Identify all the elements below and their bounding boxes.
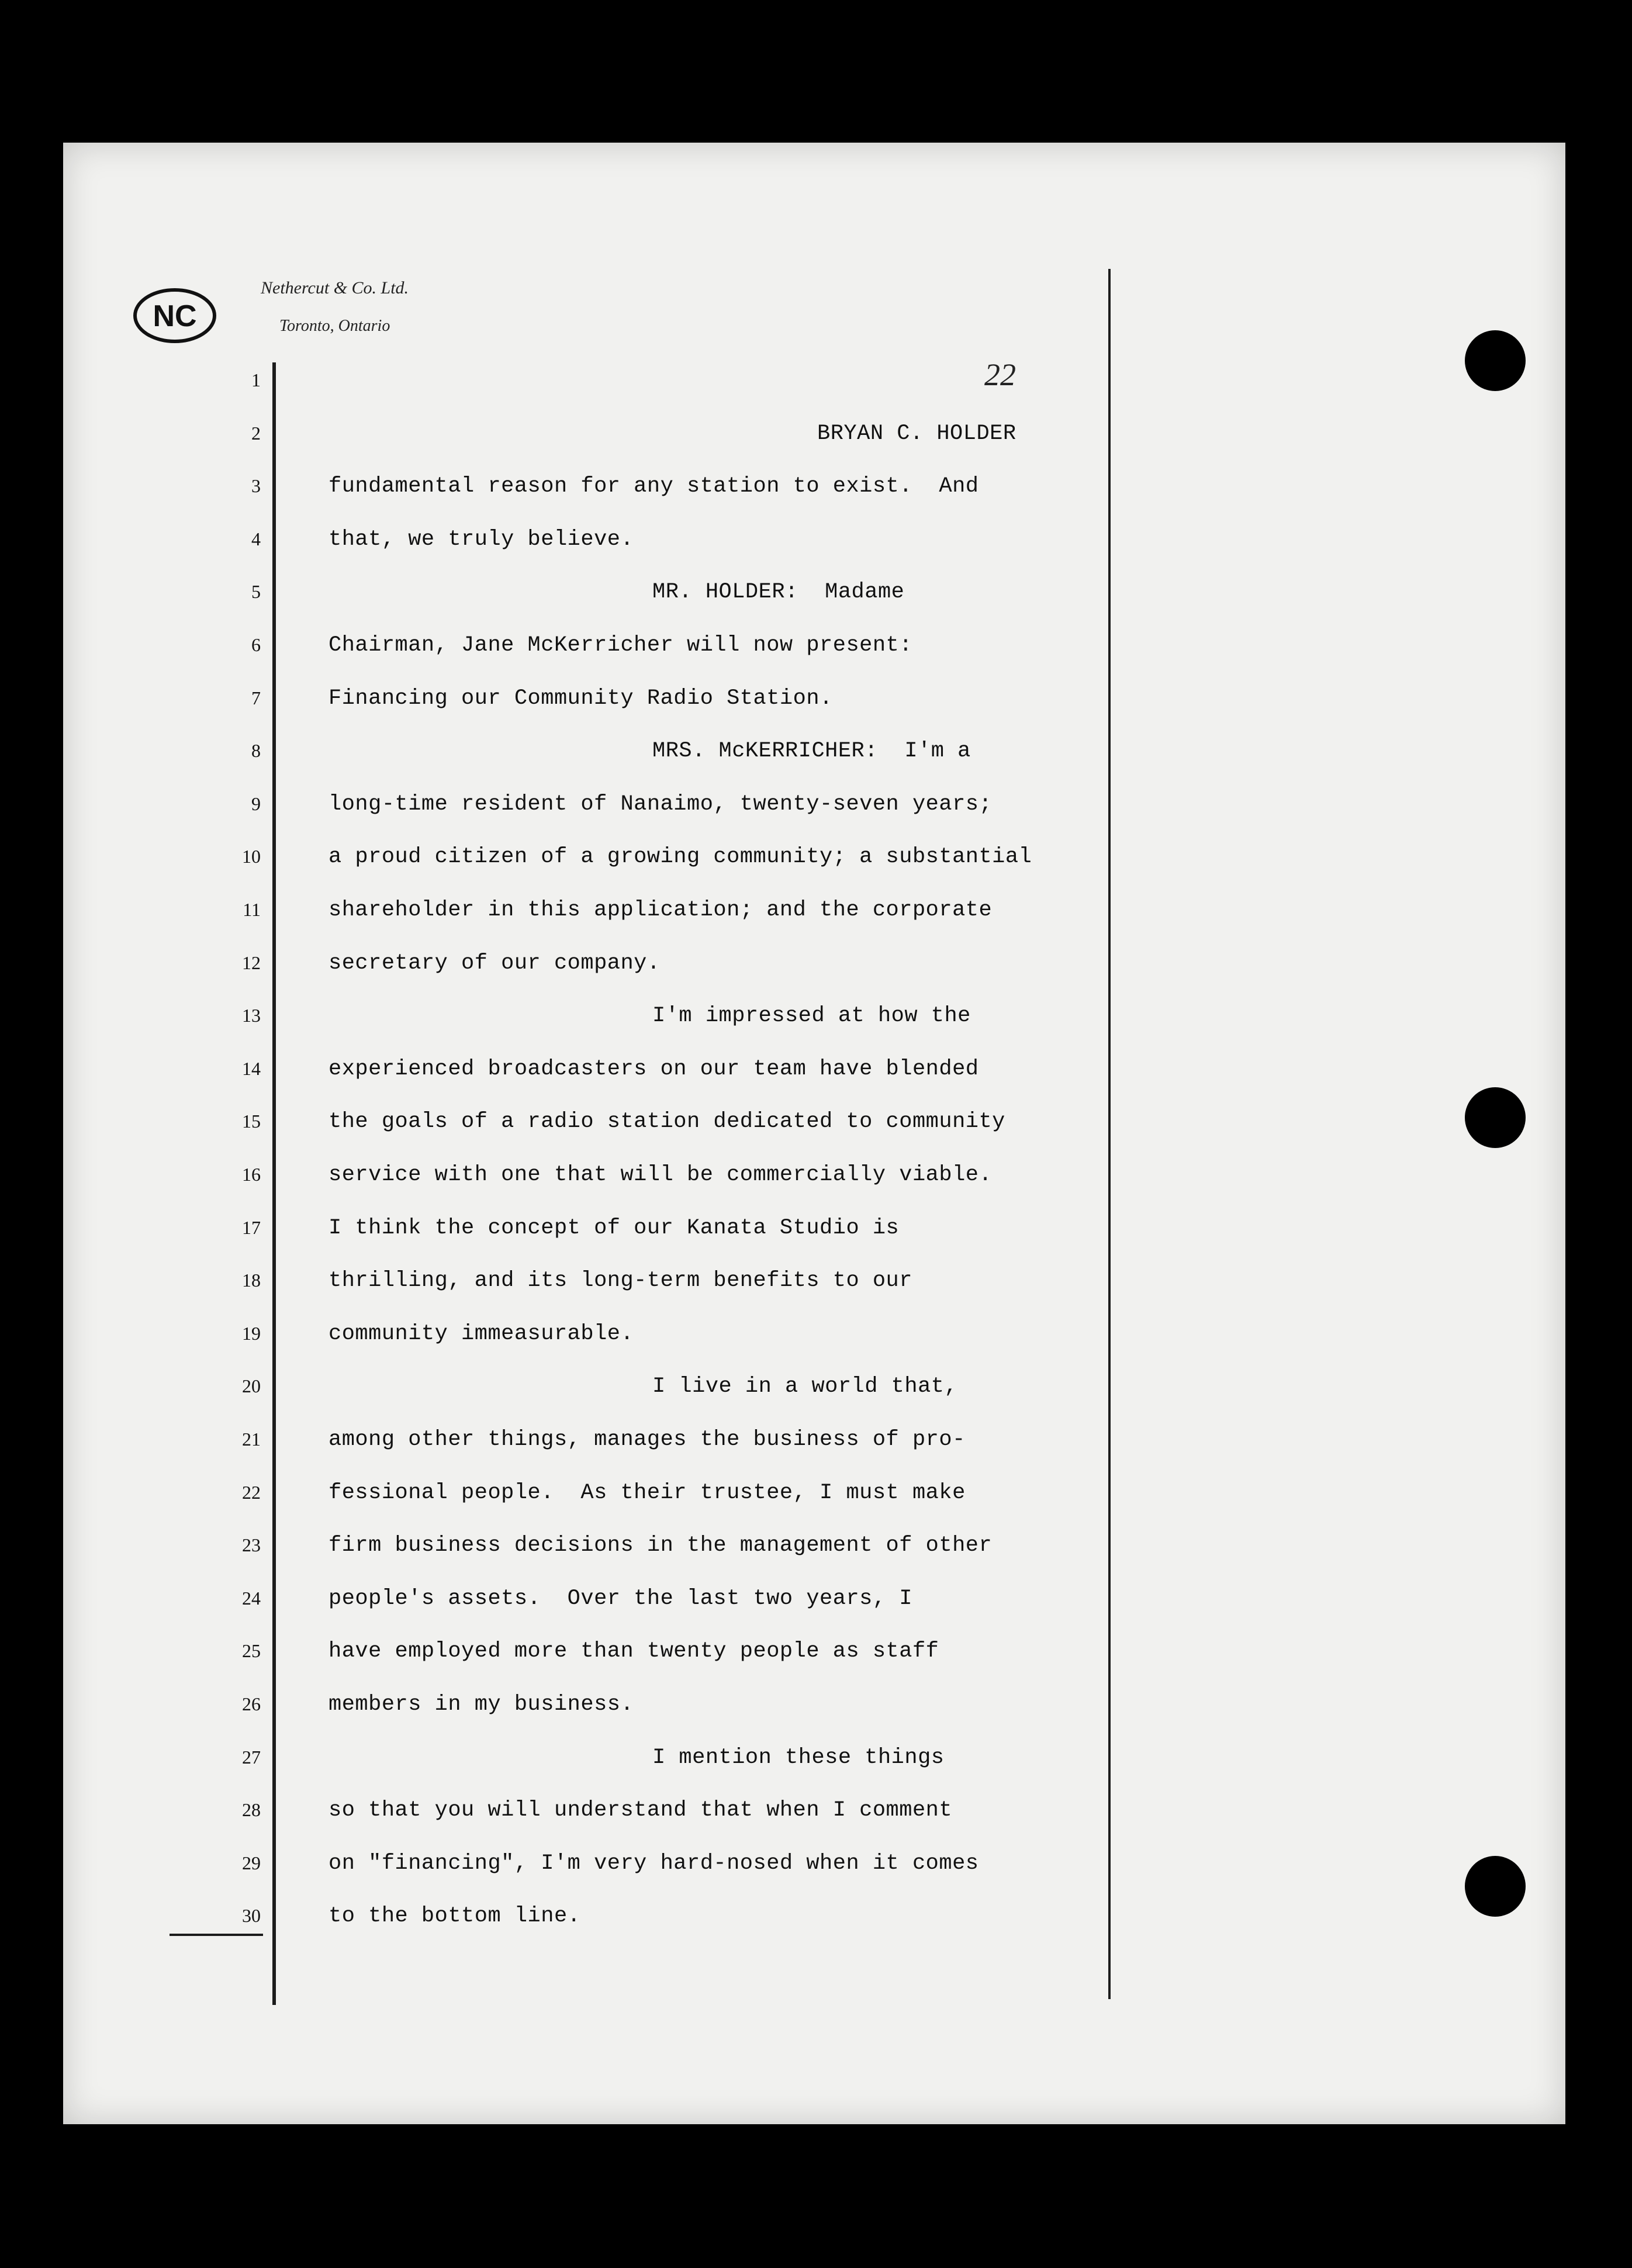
line-number: 11 <box>243 899 261 920</box>
line-number: 22 <box>242 1481 261 1503</box>
line-number: 30 <box>242 1905 261 1927</box>
transcript-line: shareholder in this application; and the corporate <box>329 898 993 922</box>
binder-hole-top <box>1465 330 1526 391</box>
line-number: 14 <box>242 1057 261 1079</box>
line-thirty-mark <box>170 1934 263 1936</box>
line-number: 19 <box>242 1322 261 1344</box>
transcript-line: I mention these things <box>652 1745 945 1770</box>
transcript-line: community immeasurable. <box>329 1321 634 1346</box>
page-number: 22 <box>984 357 1016 392</box>
line-number: 24 <box>242 1587 261 1609</box>
transcript-line: Chairman, Jane McKerricher will now present: <box>329 633 912 658</box>
line-number: 23 <box>242 1534 261 1556</box>
transcript-line: Financing our Community Radio Station. <box>329 686 833 711</box>
line-number: 27 <box>242 1746 261 1768</box>
transcript-line: I live in a world that, <box>652 1374 958 1399</box>
transcript-line: BRYAN C. HOLDER <box>817 421 1016 446</box>
line-number: 25 <box>242 1640 261 1662</box>
line-number: 9 <box>251 793 261 814</box>
transcript-line: on "financing", I'm very hard-nosed when it comes <box>329 1851 979 1876</box>
line-number: 20 <box>242 1375 261 1397</box>
transcript-line: service with one that will be commercially viable. <box>329 1163 993 1187</box>
line-number: 15 <box>242 1111 261 1132</box>
transcript-line: have employed more than twenty people as staff <box>329 1639 939 1664</box>
transcript-line: I'm impressed at how the <box>652 1004 971 1029</box>
transcript-line: MRS. McKERRICHER: I'm a <box>652 739 971 764</box>
line-number: 28 <box>242 1799 261 1821</box>
transcript-line: that, we truly believe. <box>329 527 634 552</box>
logo-letters: NC <box>153 299 197 333</box>
transcript-line: experienced broadcasters on our team have blended <box>329 1056 979 1081</box>
transcript-line: I think the concept of our Kanata Studio is <box>329 1215 900 1240</box>
line-number: 6 <box>251 634 261 655</box>
line-number: 3 <box>251 475 261 497</box>
firm-location: Toronto, Ontario <box>279 317 390 335</box>
transcript-line: to the bottom line. <box>329 1904 581 1929</box>
transcript-line: people's assets. Over the last two years, I <box>329 1586 912 1611</box>
line-number: 10 <box>242 846 261 867</box>
line-number: 7 <box>251 687 261 708</box>
transcript-line: a proud citizen of a growing community; a substantial <box>329 845 1032 870</box>
transcript-line: firm business decisions in the management of other <box>329 1533 993 1558</box>
line-number: 17 <box>242 1216 261 1238</box>
transcript-line: long-time resident of Nanaimo, twenty-seven years; <box>329 791 993 817</box>
binder-hole-middle <box>1465 1087 1526 1148</box>
line-number: 21 <box>242 1429 261 1450</box>
line-number: 5 <box>251 581 261 603</box>
left-margin-rule <box>272 362 276 2005</box>
firm-name: Nethercut & Co. Ltd. <box>261 278 409 298</box>
transcript-line: so that you will understand that when I comment <box>329 1798 953 1823</box>
transcript-line: fundamental reason for any station to exist. And <box>329 474 979 499</box>
line-number: 12 <box>242 952 261 973</box>
line-number: 8 <box>251 740 261 762</box>
transcript-line: secretary of our company. <box>329 950 661 976</box>
transcript-line: among other things, manages the business of pro- <box>329 1427 966 1452</box>
line-number: 18 <box>242 1270 261 1291</box>
transcript-line: thrilling, and its long-term benefits to our <box>329 1268 912 1294</box>
transcript-line: the goals of a radio station dedicated to community <box>329 1109 1005 1135</box>
line-number: 2 <box>251 422 261 444</box>
line-number: 13 <box>242 1005 261 1026</box>
transcript-line: MR. HOLDER: Madame <box>652 580 905 605</box>
line-number: 4 <box>251 528 261 549</box>
line-number: 26 <box>242 1693 261 1714</box>
nc-logo-icon <box>132 286 217 345</box>
right-margin-rule <box>1108 269 1111 1999</box>
transcript-line: members in my business. <box>329 1692 634 1717</box>
line-number: 1 <box>251 369 261 390</box>
line-number: 16 <box>242 1164 261 1185</box>
transcript-line: fessional people. As their trustee, I must make <box>329 1480 966 1505</box>
line-number: 29 <box>242 1852 261 1873</box>
binder-hole-bottom <box>1465 1856 1526 1917</box>
